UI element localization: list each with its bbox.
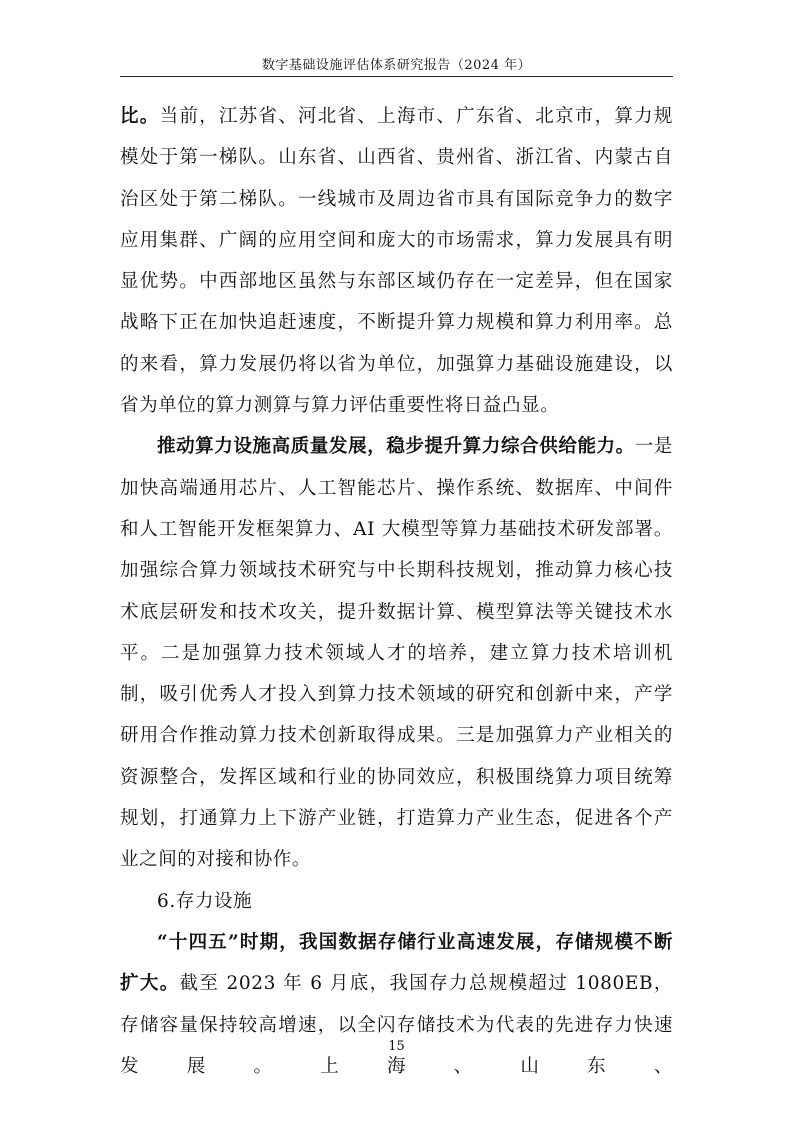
header-divider (120, 76, 673, 77)
paragraph-storage (120, 922, 673, 1087)
section-heading: 6.存力设施 (157, 890, 253, 912)
paragraph-lead: 比。 (120, 106, 160, 127)
paragraph-text: 截至 2023 年 6 月底，我国存力总规模超过 1080EB，存储容量保持较高增速，以全闪存储技术为代表的先进存力快速发展。上海、山东、 (120, 973, 673, 1077)
paragraph-text: 当前，江苏省、河北省、上海市、广东省、北京市，算力规模处于第一梯队。山东省、山西省、贵州省、浙江省、内蒙古自治区处于第二梯队。一线城市及周边省市具有国际竞争力的数字应用集群、广阔的应用空间和庞大的市场需求，算力发展具有明显优势。中西部地区虽然与东部区域仍存在一定差异，但在国家战略下正在加快追赶速度，不断提升算力规模和算力利用率。总的来看，算力发展仍将以省为单位，加强算力基础设施建设，以省为单位的算力测算与算力评估重要性将日益凸显。 (120, 106, 674, 417)
page-body (120, 96, 673, 1087)
paragraph-computing-supply (120, 426, 673, 880)
paragraph-lead: “十四五”时期，我国数据存储行业高速发展，存储规模不断扩大。 (120, 931, 673, 995)
page-number: 15 (388, 1039, 405, 1054)
paragraph-continuation (120, 96, 673, 426)
paragraph-lead: 推动算力设施高质量发展，稳步提升算力综合供给能力。 (157, 436, 635, 458)
paragraph-text: 一是加快高端通用芯片、人工智能芯片、操作系统、数据库、中间件和人工智能开发框架算力、AI 大模型等算力基础技术研发部署。加强综合算力领域技术研究与中长期科技规划，推动算力核心技术底层研发和技术攻关，提升数据计算、模型算法等关键技术水平。二是加强算力技术领域人才的培养，建立算力技术培训机制，吸引优秀人才投入到算力技术领域的研究和创新中来，产学研用合作推动算力技术创新取得成果。三是加强算力产业相关的资源整合，发挥区域和行业的协同效应，积极围绕算力项目统筹规划，打通算力上下游产业链，打造算力产业生态，促进各个产业之间的对接和协作。 (120, 436, 673, 871)
running-header: 数字基础设施评估体系研究报告（2024 年） (261, 58, 532, 73)
